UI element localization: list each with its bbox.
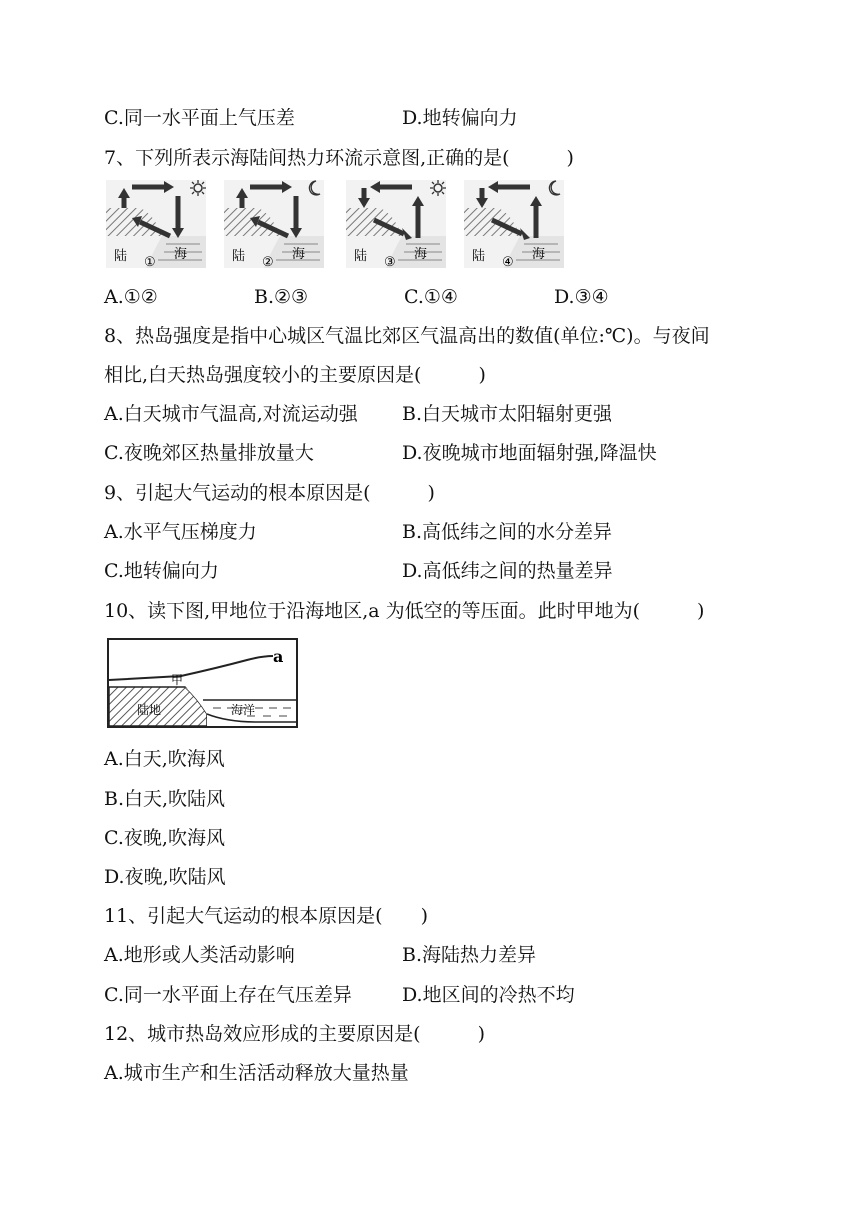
- q6-option-c: C.同一水平面上气压差: [104, 107, 295, 129]
- q10-option-b: B.白天,吹陆风: [104, 788, 226, 810]
- q7-figure: [106, 178, 566, 270]
- q10-figure: [107, 638, 299, 730]
- q10-label-sea: 海洋: [231, 703, 256, 717]
- q12-stem: 12、城市热岛效应形成的主要原因是( ): [104, 1023, 486, 1045]
- q8-stem-line1: 8、热岛强度是指中心城区气温比郊区气温高出的数值(单位:℃)。与夜间: [104, 325, 710, 347]
- q7-panel-1-sea: 海: [174, 247, 188, 262]
- q10-label-land: 陆地: [137, 703, 162, 717]
- q7-panel-2-num: ②: [262, 255, 274, 270]
- q7-option-c: C.①④: [404, 286, 458, 308]
- q10-label-a: a: [273, 647, 284, 666]
- q8-stem-line2: 相比,白天热岛强度较小的主要原因是( ): [104, 364, 486, 386]
- q7-stem: 7、下列所表示海陆间热力环流示意图,正确的是( ): [104, 147, 574, 169]
- q8-option-b: B.白天城市太阳辐射更强: [402, 403, 613, 425]
- q7-panel-3-num: ③: [384, 255, 396, 270]
- q9-option-d: D.高低纬之间的热量差异: [402, 560, 613, 582]
- q10-option-a: A.白天,吹海风: [104, 748, 225, 770]
- q7-panel-2-sea: 海: [292, 247, 306, 262]
- q10-option-d: D.夜晚,吹陆风: [104, 866, 226, 888]
- q7-option-b: B.②③: [254, 286, 309, 308]
- q7-panel-4-num: ④: [502, 255, 514, 270]
- q7-panel-4-land: 陆: [472, 249, 486, 264]
- q9-option-c: C.地转偏向力: [104, 560, 219, 582]
- q8-option-a: A.白天城市气温高,对流运动强: [104, 403, 358, 425]
- q9-stem: 9、引起大气运动的根本原因是( ): [104, 482, 435, 504]
- q7-option-d: D.③④: [554, 286, 609, 308]
- q7-panel-4: [464, 180, 564, 270]
- q7-panel-3-sea: 海: [414, 247, 428, 262]
- q10-label-jia: 甲: [171, 673, 184, 687]
- q11-option-a: A.地形或人类活动影响: [104, 944, 295, 966]
- q10-stem: 10、读下图,甲地位于沿海地区,a 为低空的等压面。此时甲地为( ): [104, 600, 705, 622]
- q10-option-c: C.夜晚,吹海风: [104, 827, 225, 849]
- q11-option-b: B.海陆热力差异: [402, 944, 537, 966]
- q7-panel-2: [224, 180, 324, 270]
- q7-option-a: A.①②: [104, 286, 158, 308]
- q7-panel-1-num: ①: [144, 255, 156, 270]
- q7-panel-3-land: 陆: [354, 249, 368, 264]
- q11-option-c: C.同一水平面上存在气压差异: [104, 984, 352, 1006]
- q9-option-a: A.水平气压梯度力: [104, 521, 257, 543]
- q9-option-b: B.高低纬之间的水分差异: [402, 521, 613, 543]
- q7-panel-1-land: 陆: [114, 249, 128, 264]
- q7-panel-4-sea: 海: [532, 247, 546, 262]
- q12-option-a: A.城市生产和生活活动释放大量热量: [104, 1062, 409, 1084]
- q6-option-d: D.地转偏向力: [402, 107, 518, 129]
- q7-panel-1: [106, 180, 206, 270]
- q11-stem: 11、引起大气运动的根本原因是( ): [104, 905, 429, 927]
- q11-option-d: D.地区间的冷热不均: [402, 984, 575, 1006]
- q7-panel-2-land: 陆: [232, 249, 246, 264]
- q8-option-c: C.夜晚郊区热量排放量大: [104, 442, 314, 464]
- q7-panel-3: [346, 180, 446, 270]
- q8-option-d: D.夜晚城市地面辐射强,降温快: [402, 442, 657, 464]
